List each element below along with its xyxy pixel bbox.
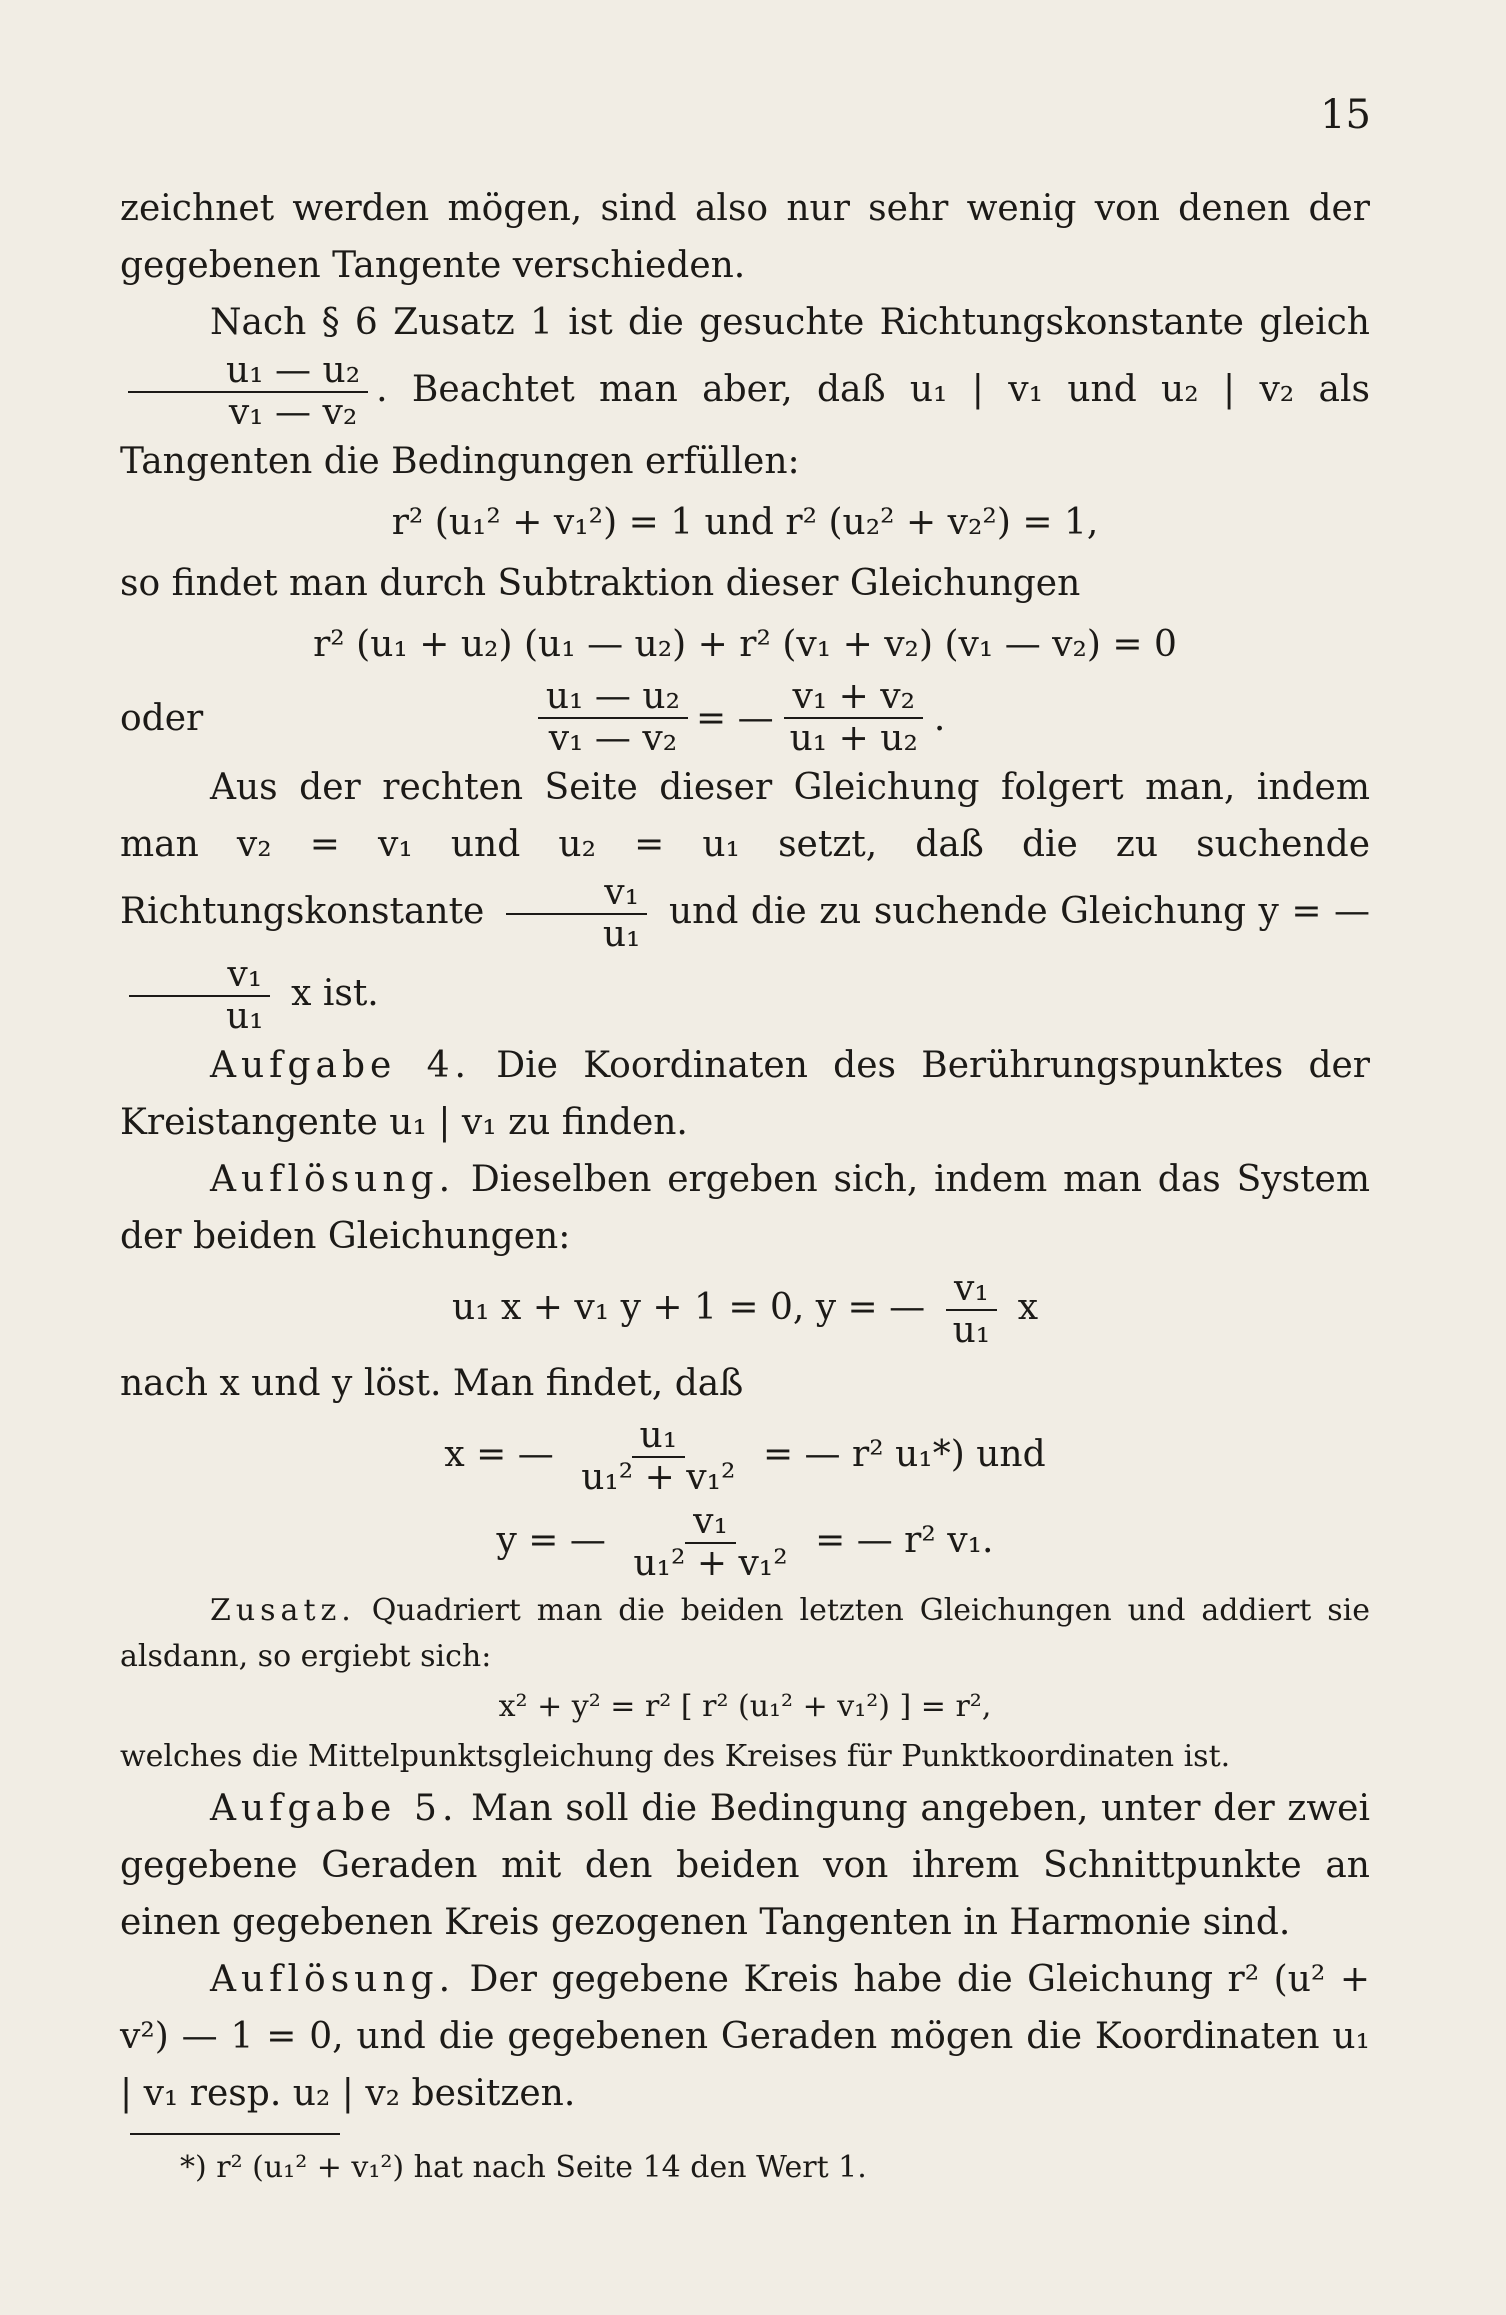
equation-3-left-fraction: [538, 677, 688, 759]
aufloesung-1-label: Auflösung.: [210, 1159, 456, 1200]
footnote: *) r² (u₁² + v₁²) hat nach Seite 14 den Wert 1.: [180, 2150, 867, 2185]
aufloesung-2-label: Auflösung.: [210, 1959, 456, 2000]
aufgabe-4-label: Aufgabe 4.: [210, 1045, 471, 1086]
aufgabe-4-text: Die Koordinaten des Berührungspunktes der Kreistangente u₁ | v₁ zu finden.: [120, 1045, 1371, 1143]
paragraph-3: so findet man durch Subtraktion dieser Gleichungen: [120, 563, 1081, 604]
fraction-equation-numerator: v₁: [129, 955, 270, 997]
aufloesung-2: [120, 1951, 1370, 2122]
equation-6-denominator: u₁² + v₁²: [633, 1543, 788, 1584]
zusatz: [120, 1588, 1370, 1680]
equation-4-a: u₁ x + v₁ y + 1 = 0, y = —: [452, 1287, 926, 1328]
equation-3: [120, 677, 1370, 759]
equation-3-equals: = —: [696, 697, 774, 739]
zusatz-text: Quadriert man die beiden letzten Gleichungen und addiert sie alsdann, so ergiebt sich:: [120, 1593, 1370, 1674]
aufgabe-4: [120, 1037, 1370, 1151]
equation-3-right-denominator: u₁ + u₂: [789, 718, 918, 759]
paragraph-5: nach x und y löst. Man findet, daß: [120, 1363, 744, 1404]
paragraph-2: [120, 294, 1370, 490]
equation-5-b: = — r² u₁*) und: [762, 1434, 1046, 1475]
equation-4-denominator: u₁: [952, 1310, 991, 1351]
equation-3-left-denominator: v₁ — v₂: [548, 718, 678, 759]
equation-3-label: oder: [120, 697, 204, 739]
equation-6-a: y = —: [496, 1520, 606, 1561]
main-text: [120, 180, 1370, 2122]
zusatz-label: Zusatz.: [210, 1593, 356, 1628]
equation-3-right-numerator: v₁ + v₂: [784, 677, 923, 719]
equation-6-numerator: v₁: [685, 1502, 736, 1544]
aufgabe-5: [120, 1780, 1370, 1951]
equation-2: r² (u₁ + u₂) (u₁ — u₂) + r² (v₁ + v₂) (v₁ — v₂) = 0: [313, 624, 1177, 665]
fraction-constant: [505, 873, 649, 955]
footnote-separator: [130, 2133, 340, 2135]
paragraph-4-text-c: x ist.: [291, 973, 379, 1014]
equation-5-a: x = —: [444, 1434, 554, 1475]
fraction-direction: [128, 351, 368, 433]
fraction-numerator: u₁ — u₂: [128, 351, 368, 393]
equation-4-numerator: v₁: [946, 1269, 997, 1311]
equation-4-b: x: [1017, 1287, 1038, 1328]
equation-5: [120, 1416, 1370, 1498]
aufloesung-2-text: Der gegebene Kreis habe die Gleichung r² (u² + v²) — 1 = 0, und die gegebenen Geraden mögen die Koordinaten u₁ | v₁ resp. u₂ | v₂ besitzen.: [120, 1959, 1370, 2114]
paragraph-2-text-b: . Beachtet man aber, daß u₁ | v₁ und u₂ | v₂ als Tangenten die Bedingungen erfüllen:: [120, 369, 1370, 482]
equation-5-fraction: [573, 1416, 743, 1498]
page-number: 15: [1320, 92, 1371, 138]
equation-4-fraction: [945, 1269, 999, 1351]
aufgabe-5-text: Man soll die Bedingung angeben, unter der zwei gegebene Geraden mit den beiden von ihrem Schnittpunkte an einen gegebenen Kreis gezogenen Tangenten in Harmonie sind.: [120, 1788, 1371, 1943]
paragraph-4: [120, 759, 1370, 1037]
equation-1: r² (u₁² + v₁²) = 1 und r² (u₂² + v₂²) = 1,: [391, 502, 1099, 543]
equation-3-right-fraction: [782, 677, 926, 759]
fraction-equation: [128, 955, 272, 1037]
equation-5-numerator: u₁: [632, 1416, 686, 1458]
equation-5-denominator: u₁² + v₁²: [581, 1457, 736, 1498]
aufgabe-5-label: Aufgabe 5.: [210, 1788, 459, 1829]
paragraph-4-text-b: und die zu suchende Gleichung y = —: [668, 891, 1370, 932]
paragraph-4-text: Aus der rechten Seite dieser Gleichung folgert man, indem man v₂ = v₁ und u₂ = u₁ setzt, daß die zu suchende Richtungskonstante: [120, 767, 1370, 932]
zusatz-end: welches die Mittelpunktsgleichung des Kreises für Punktkoordinaten ist.: [120, 1739, 1231, 1774]
fraction-denominator: v₁ — v₂: [228, 392, 358, 433]
equation-4: [120, 1269, 1370, 1351]
fraction-constant-denominator: u₁: [602, 914, 641, 955]
paragraph-2-text: Nach § 6 Zusatz 1 ist die gesuchte Richtungskonstante gleich: [210, 302, 1370, 343]
fraction-constant-numerator: v₁: [506, 873, 647, 915]
equation-6-b: = — r² v₁.: [815, 1520, 994, 1561]
equation-6: [120, 1502, 1370, 1584]
equation-7: x² + y² = r² [ r² (u₁² + v₁²) ] = r²,: [498, 1689, 992, 1724]
paragraph-1: zeichnet werden mögen, sind also nur sehr wenig von denen der gegebenen Tangente verschieden.: [120, 188, 1370, 286]
equation-6-fraction: [625, 1502, 795, 1584]
equation-3-end: .: [933, 697, 946, 739]
fraction-equation-denominator: u₁: [226, 996, 264, 1037]
aufloesung-1: [120, 1151, 1370, 1265]
aufloesung-1-text: Dieselben ergeben sich, indem man das System der beiden Gleichungen:: [120, 1159, 1370, 1257]
equation-3-left-numerator: u₁ — u₂: [538, 677, 688, 719]
